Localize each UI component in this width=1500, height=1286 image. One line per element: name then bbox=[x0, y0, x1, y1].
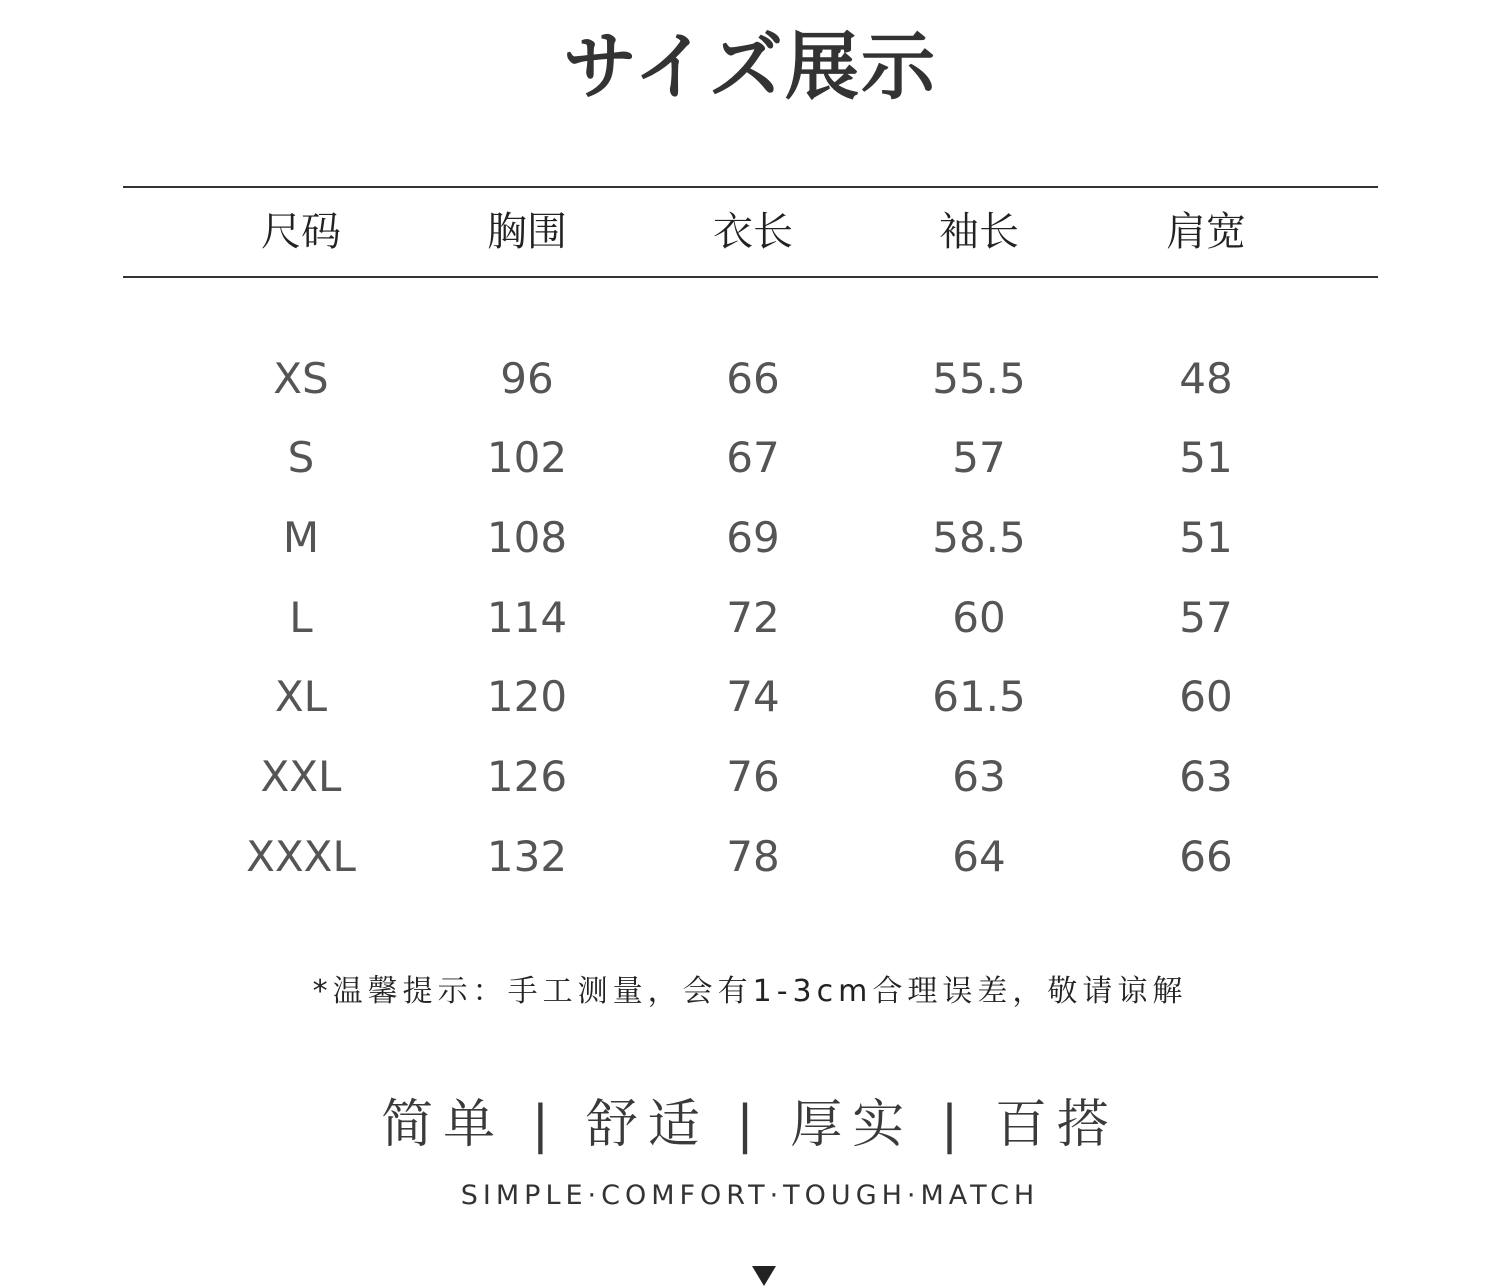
table-row bbox=[0, 339, 1500, 419]
triangle-down-icon bbox=[752, 1266, 776, 1286]
cell-size: XXL bbox=[260, 752, 342, 801]
cell-shoulder: 60 bbox=[1179, 672, 1233, 721]
cell-length: 78 bbox=[726, 832, 780, 881]
header-size: 尺码 bbox=[261, 209, 341, 255]
table-header-rule bbox=[123, 276, 1378, 278]
table-row bbox=[0, 418, 1500, 498]
header-chest: 胸围 bbox=[487, 209, 567, 255]
cell-chest: 96 bbox=[500, 354, 554, 403]
cell-size: XS bbox=[273, 354, 329, 403]
cell-length: 76 bbox=[726, 752, 780, 801]
cell-shoulder: 48 bbox=[1179, 354, 1233, 403]
cell-size: S bbox=[287, 433, 315, 482]
header-sleeve: 袖长 bbox=[939, 209, 1019, 255]
cell-length: 72 bbox=[726, 593, 780, 642]
cell-shoulder: 51 bbox=[1179, 513, 1233, 562]
cell-sleeve: 63 bbox=[952, 752, 1006, 801]
cell-sleeve: 58.5 bbox=[932, 513, 1026, 562]
cell-chest: 120 bbox=[486, 672, 568, 721]
cell-sleeve: 60 bbox=[952, 593, 1006, 642]
cell-size: XXXL bbox=[246, 832, 356, 881]
header-shoulder: 肩宽 bbox=[1166, 209, 1246, 255]
cell-chest: 114 bbox=[486, 593, 568, 642]
cell-length: 66 bbox=[726, 354, 780, 403]
table-row bbox=[0, 657, 1500, 737]
measurement-note: *温馨提示：手工测量，会有1-3cm合理误差，敬请谅解 bbox=[312, 974, 1188, 1009]
cell-length: 74 bbox=[726, 672, 780, 721]
cell-chest: 126 bbox=[486, 752, 568, 801]
cell-length: 67 bbox=[726, 433, 780, 482]
slogan-cn: 简单 | 舒适 | 厚实 | 百搭 bbox=[381, 1095, 1119, 1155]
cell-shoulder: 66 bbox=[1179, 832, 1233, 881]
cell-sleeve: 57 bbox=[952, 433, 1006, 482]
slogan-en: SIMPLE·COMFORT·TOUGH·MATCH bbox=[460, 1180, 1040, 1211]
cell-sleeve: 64 bbox=[952, 832, 1006, 881]
cell-shoulder: 63 bbox=[1179, 752, 1233, 801]
table-row bbox=[0, 817, 1500, 897]
cell-shoulder: 57 bbox=[1179, 593, 1233, 642]
cell-sleeve: 61.5 bbox=[932, 672, 1026, 721]
cell-chest: 132 bbox=[486, 832, 568, 881]
page-title: サイズ展示 bbox=[562, 24, 938, 110]
table-row bbox=[0, 498, 1500, 578]
cell-length: 69 bbox=[726, 513, 780, 562]
header-length: 衣长 bbox=[713, 209, 793, 255]
cell-chest: 108 bbox=[486, 513, 568, 562]
cell-size: L bbox=[289, 593, 313, 642]
table-row bbox=[0, 737, 1500, 817]
table-row bbox=[0, 578, 1500, 658]
cell-sleeve: 55.5 bbox=[932, 354, 1026, 403]
cell-chest: 102 bbox=[486, 433, 568, 482]
cell-size: XL bbox=[274, 672, 328, 721]
cell-shoulder: 51 bbox=[1179, 433, 1233, 482]
cell-size: M bbox=[282, 513, 320, 562]
table-header-row bbox=[0, 188, 1500, 276]
